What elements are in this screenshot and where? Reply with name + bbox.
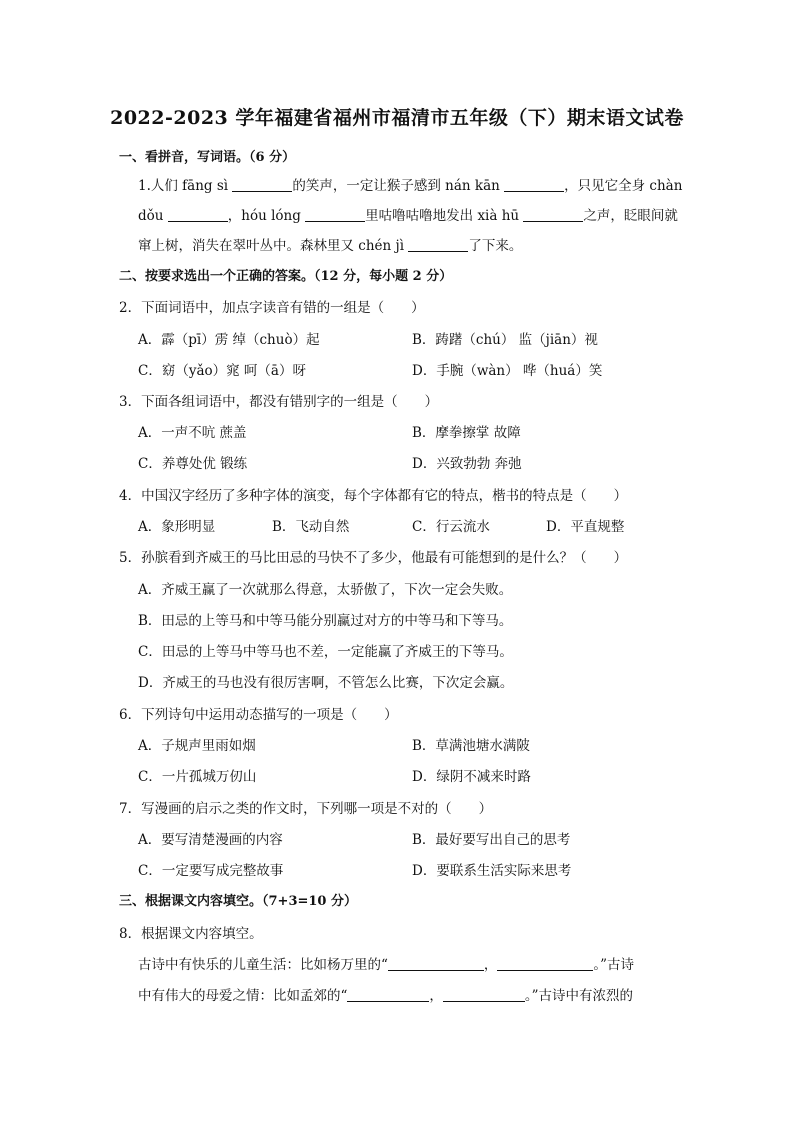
- q1-blank-6[interactable]: [408, 237, 468, 252]
- q8-text-1a: 古诗中有快乐的儿童生活：比如杨万里的“: [138, 957, 388, 973]
- q6-option-d[interactable]: D．绿阴不减来时路: [412, 769, 531, 785]
- q2-option-d[interactable]: D．手腕（wàn） 哗（huá）笑: [412, 363, 603, 379]
- q1-text-d: dǒu: [138, 208, 164, 224]
- q8-text-2c: 。”古诗中有浓烈的: [524, 988, 634, 1004]
- q3-options-row-2: [138, 454, 698, 474]
- q1-text-b: 的笑声，一定让猴子感到 nán kān: [292, 178, 500, 194]
- q2-options-row-1: [138, 330, 698, 350]
- q1-text-f: 里咕噜咕噜地发出 xià hū: [365, 208, 520, 224]
- q8-blank-3[interactable]: [347, 987, 429, 1002]
- section-1-heading: 一、看拼音，写词语。（6 分）: [119, 150, 296, 165]
- q7-option-c[interactable]: C．一定要写成完整故事: [138, 863, 284, 879]
- q3-options-row-1: [138, 423, 698, 443]
- q6-option-a[interactable]: A．子规声里雨如烟: [138, 738, 256, 754]
- q1-blank-3[interactable]: [168, 207, 228, 222]
- q8-line-1: [138, 955, 698, 975]
- q3-stem: 3．下面各组词语中，都没有错别字的一组是（ ）: [119, 394, 439, 410]
- q1-blank-5[interactable]: [523, 207, 583, 222]
- q7-option-d[interactable]: D．要联系生活实际来思考: [412, 863, 572, 879]
- q6-options-row-2: [138, 767, 698, 787]
- q2-option-c[interactable]: C．窈（yǎo）窕 呵（ā）呀: [138, 363, 306, 379]
- q5-option-b[interactable]: B．田忌的上等马和中等马能分别赢过对方的中等马和下等马。: [138, 613, 513, 629]
- q1-text-a: 1.人们 fāng sì: [138, 178, 229, 194]
- q1-blank-2[interactable]: [504, 177, 564, 192]
- q4-stem: 4．中国汉字经历了多种字体的演变，每个字体都有它的特点，楷书的特点是（ ）: [119, 488, 628, 504]
- q8-blank-2[interactable]: [497, 956, 593, 971]
- exam-title: 2022-2023 学年福建省福州市福清市五年级（下）期末语文试卷: [110, 107, 684, 129]
- q2-options-row-2: [138, 361, 698, 381]
- q6-stem: 6．下列诗句中运用动态描写的一项是（ ）: [119, 707, 398, 723]
- q1-text-e: ，hóu lóng: [227, 208, 301, 224]
- q1-text-c: ，只见它全身 chàn: [564, 178, 683, 194]
- q5-option-a[interactable]: A．齐威王赢了一次就那么得意，太骄傲了，下次一定会失败。: [138, 582, 513, 598]
- q6-option-c[interactable]: C．一片孤城万仞山: [138, 769, 257, 785]
- q1-blank-1[interactable]: [232, 177, 292, 192]
- q8-text-2a: 中有伟大的母爱之情：比如孟郊的“: [138, 988, 348, 1004]
- q5-option-c[interactable]: C．田忌的上等马中等马也不差，一定能赢了齐威王的下等马。: [138, 644, 513, 660]
- q7-option-b[interactable]: B．最好要写出自己的思考: [412, 832, 571, 848]
- section-2-heading: 二、按要求选出一个正确的答案。（12 分，每小题 2 分）: [119, 269, 453, 284]
- q8-text-1b: ，: [483, 957, 498, 973]
- q7-stem: 7．写漫画的启示之类的作文时，下列哪一项是不对的（ ）: [119, 801, 493, 817]
- q6-options-row-1: [138, 736, 698, 756]
- q1-line-1: [138, 176, 698, 196]
- q8-blank-1[interactable]: [388, 956, 484, 971]
- q1-line-2: [138, 206, 698, 226]
- q3-option-d[interactable]: D．兴致勃勃 奔弛: [412, 456, 522, 472]
- q1-text-h: 窜上树，消失在翠叶丛中。森林里又 chén jì: [138, 238, 405, 254]
- q5-option-d[interactable]: D．齐威王的马也没有很厉害啊，不管怎么比赛，下次定会赢。: [138, 675, 514, 691]
- q8-blank-4[interactable]: [443, 987, 525, 1002]
- q1-text-i: 了下来。: [468, 238, 523, 254]
- q3-option-b[interactable]: B．摩拳擦掌 故障: [412, 425, 521, 441]
- q5-stem: 5．孙膑看到齐威王的马比田忌的马快不了多少，他最有可能想到的是什么？（ ）: [119, 550, 628, 566]
- q3-option-c[interactable]: C．养尊处优 锻练: [138, 456, 248, 472]
- q4-option-c[interactable]: C．行云流水: [412, 519, 490, 535]
- q7-option-a[interactable]: A．要写清楚漫画的内容: [138, 832, 283, 848]
- q4-option-d[interactable]: D．平直规整: [546, 519, 625, 535]
- section-3-heading: 三、根据课文内容填空。（7+3=10 分）: [119, 894, 357, 909]
- q3-option-a[interactable]: A．一声不吭 蔗盖: [138, 425, 247, 441]
- q7-options-row-1: [138, 830, 698, 850]
- q2-option-a[interactable]: A．霹（pī）雳 绰（chuò）起: [138, 332, 320, 348]
- q8-stem: 8．根据课文内容填空。: [119, 926, 263, 942]
- q4-option-b[interactable]: B．飞动自然: [272, 519, 350, 535]
- q6-option-b[interactable]: B．草满池塘水满陂: [412, 738, 530, 754]
- q8-text-2b: ，: [429, 988, 443, 1004]
- q2-stem: 2．下面词语中，加点字读音有错的一组是（ ）: [119, 300, 425, 316]
- q2-option-b[interactable]: B．踌躇（chú） 监（jiān）视: [412, 332, 598, 348]
- q8-text-1c: 。”古诗: [593, 957, 635, 973]
- q4-option-a[interactable]: A．象形明显: [138, 519, 216, 535]
- q1-line-3: [138, 236, 698, 256]
- q1-text-g: 之声，眨眼间就: [583, 208, 678, 224]
- q8-line-2: [138, 986, 698, 1006]
- q1-blank-4[interactable]: [305, 207, 365, 222]
- q7-options-row-2: [138, 861, 698, 881]
